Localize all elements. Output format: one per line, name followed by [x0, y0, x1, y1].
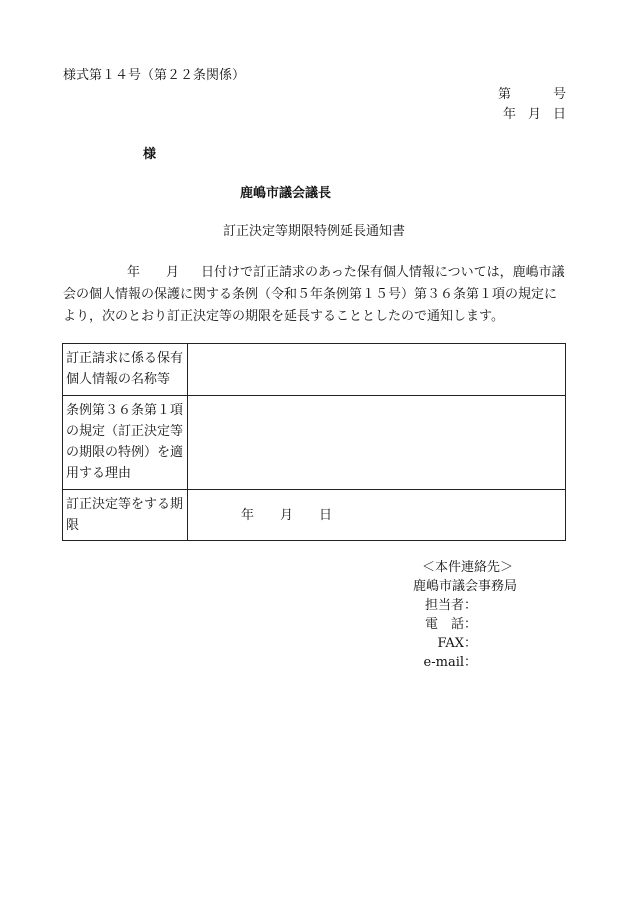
contact-office: 鹿嶋市議会事務局: [413, 579, 518, 594]
table-row: [63, 396, 566, 490]
date-year: 年: [502, 107, 516, 122]
document-date: [503, 103, 566, 122]
document-title: 訂正決定等期限特例延長通知書: [223, 224, 406, 239]
body-year: 年: [127, 265, 141, 280]
document-number: [498, 83, 566, 102]
info-table: [62, 343, 566, 541]
form-number: 様式第１４号（第２２条関係）: [63, 68, 246, 83]
contact-fax-label: FAX：: [437, 636, 478, 651]
deadline-day: 日: [319, 507, 333, 523]
doc-number-suffix: 号: [552, 87, 566, 102]
addressee: 様: [143, 147, 157, 162]
sender: 鹿嶋市議会議長: [240, 186, 332, 201]
body-month: 月: [166, 265, 180, 280]
date-day: 日: [552, 107, 566, 122]
row-value: [188, 396, 566, 490]
row-label: 条例第３６条第１項の規定（訂正決定等の期限の特例）を適用する理由: [63, 396, 188, 490]
contact-phone-label: 電 話：: [425, 617, 478, 632]
body-text: [63, 262, 567, 328]
contact-heading: ＜本件連絡先＞: [422, 560, 514, 575]
row-label: 訂正決定等をする期限: [63, 490, 188, 541]
table-row: [63, 344, 566, 396]
body-paragraph: 日付けで訂正請求のあった保有個人情報については，鹿嶋市議会の個人情報の保護に関する条例（令和５年条例第１５号）第３６条第１項の規定により，次のとおり訂正決定等の期限を延長することとしたので通知します。: [63, 265, 565, 324]
contact-email-label: e-mail：: [423, 655, 478, 670]
doc-number-prefix: 第: [497, 87, 511, 102]
table-row: [63, 490, 566, 541]
date-month: 月: [527, 107, 541, 122]
deadline-date: [188, 490, 566, 541]
deadline-month: 月: [280, 507, 294, 523]
row-label: 訂正請求に係る保有個人情報の名称等: [63, 344, 188, 396]
row-value: [188, 344, 566, 396]
deadline-year: 年: [241, 507, 255, 523]
contact-block: [413, 558, 518, 672]
contact-person-label: 担当者：: [425, 598, 478, 613]
